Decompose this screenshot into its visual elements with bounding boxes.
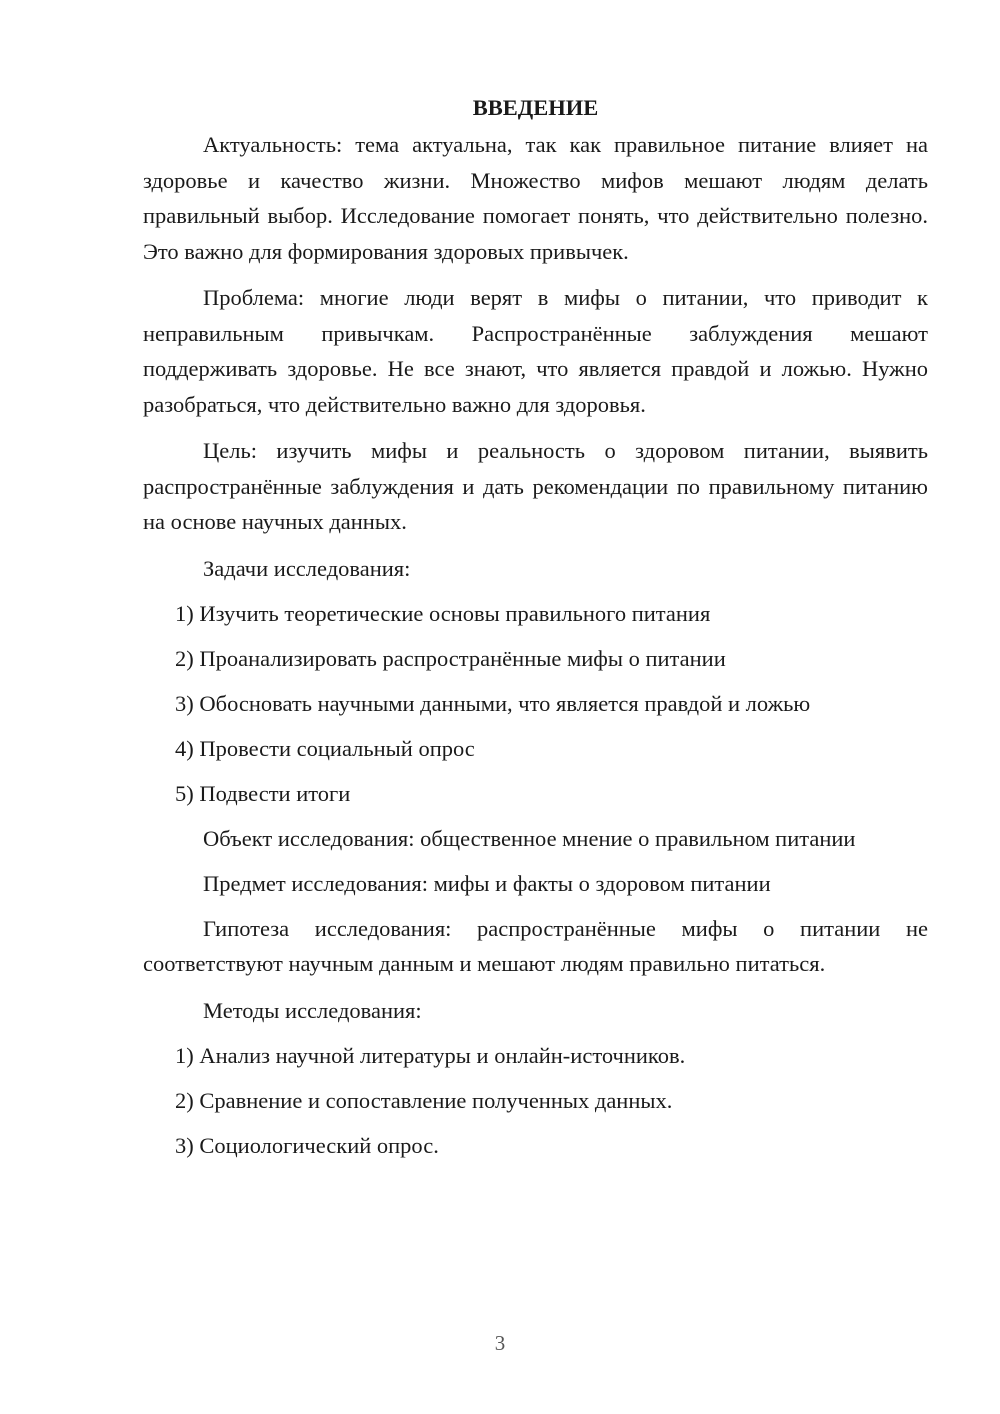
method-item: 2) Сравнение и сопоставление полученных данных. [175,1087,673,1113]
goal-paragraph: Цель: изучить мифы и реальность о здоровом питании, выявить распространённые заблуждения и дать рекомендации по правильному питанию на основе научных данных. [143,438,928,534]
task-item: 3) Обосновать научными данными, что является правдой и ложью [175,690,811,716]
document-page [143,90,928,1173]
section-title: ВВЕДЕНИЕ [472,95,599,120]
tasks-heading: Задачи исследования: [203,555,411,581]
relevance-paragraph: Актуальность: тема актуальна, так как правильное питание влияет на здоровье и качество жизни. Множество мифов мешают людям делать правильный выбор. Исследование помогает понять, что действительно полезно. Это важно для формирования здоровых привычек. [143,132,928,264]
hypothesis-paragraph: Гипотеза исследования: распространённые мифы о питании не соответствуют научным данным и мешают людям правильно питаться. [143,915,928,976]
research-object: Объект исследования: общественное мнение о правильном питании [203,825,856,851]
task-item: 2) Проанализировать распространённые мифы о питании [175,645,726,671]
task-item: 5) Подвести итоги [175,780,351,806]
task-item: 4) Провести социальный опрос [175,735,475,761]
page-number: 3 [494,1331,506,1355]
method-item: 3) Социологический опрос. [175,1132,439,1158]
research-subject: Предмет исследования: мифы и факты о здоровом питании [203,870,771,896]
methods-heading: Методы исследования: [203,997,422,1023]
method-item: 1) Анализ научной литературы и онлайн-источников. [175,1042,686,1068]
task-item: 1) Изучить теоретические основы правильного питания [175,600,711,626]
problem-paragraph: Проблема: многие люди верят в мифы о питании, что приводит к неправильным привычкам. Распространённые заблуждения мешают поддерживать здоровье. Не все знают, что является правдой и ложью. Нужно разобраться, что действительно важно для здоровья. [143,285,928,417]
